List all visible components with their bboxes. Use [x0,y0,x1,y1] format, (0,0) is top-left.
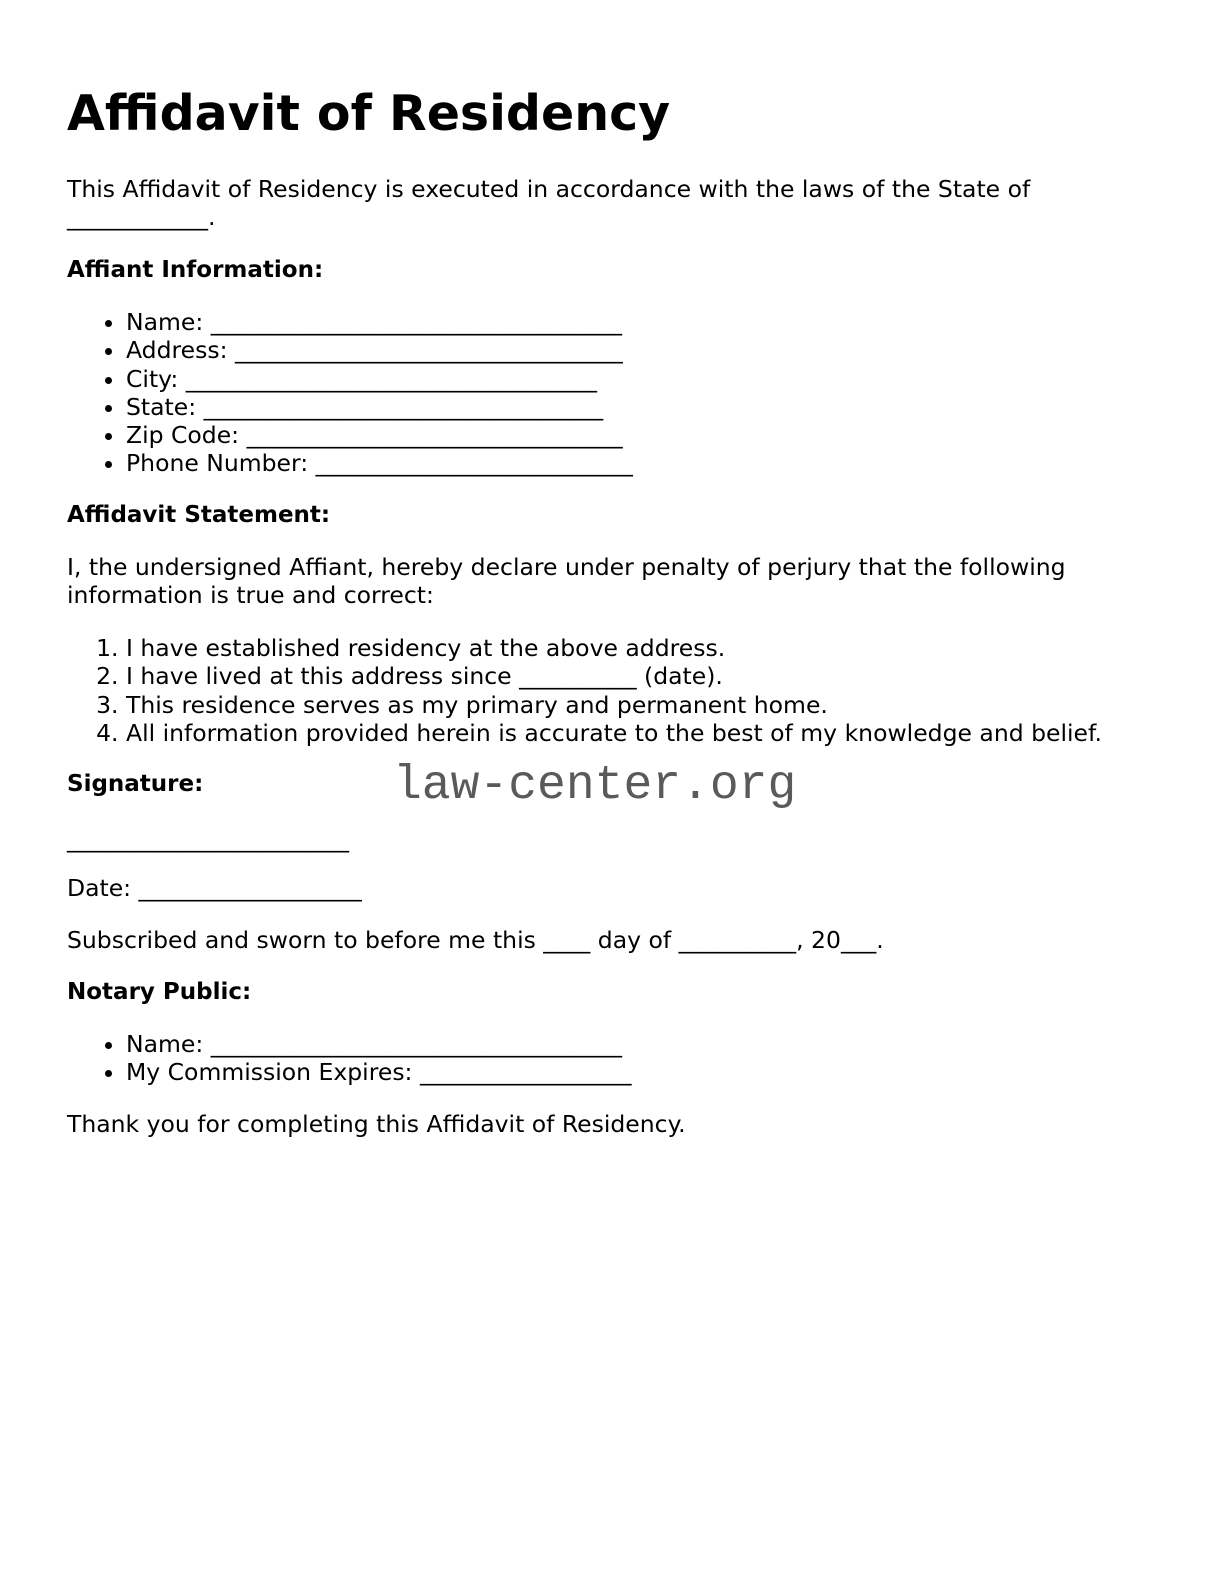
affiant-fields-list [67,308,633,478]
closing-paragraph: Thank you for completing this Affidavit of Residency. [67,1110,686,1138]
sworn-statement: Subscribed and sworn to before me this ____ day of __________, 20___. [67,926,884,954]
statement-item: 4. All information provided herein is accurate to the best of my knowledge and belief. [126,719,1102,747]
notary-fields-list [67,1030,631,1087]
signature-heading: Signature: [67,771,204,797]
notary-commission-field: • My Commission Expires: __________________ [126,1058,631,1086]
statement-item: 3. This residence serves as my primary and permanent home. [126,691,1102,719]
document-title: Affidavit of Residency [67,85,671,142]
statement-heading: Affidavit Statement: [67,502,331,528]
statement-item: 1. I have established residency at the above address. [126,634,1102,662]
affiant-address-field: • Address: _________________________________ [126,336,633,364]
intro-paragraph: This Affidavit of Residency is executed in accordance with the laws of the State of ____________. [67,175,1031,232]
affiant-zip-field: • Zip Code: ________________________________ [126,421,633,449]
statement-item: 2. I have lived at this address since __________ (date). [126,662,1102,690]
declaration-paragraph: I, the undersigned Affiant, hereby declare under penalty of perjury that the following information is true and correct: [67,553,1066,610]
affiant-city-field: • City: ___________________________________ [126,365,633,393]
affiant-phone-field: • Phone Number: ___________________________ [126,449,633,477]
affiant-heading: Affiant Information: [67,257,324,283]
affiant-state-field: • State: __________________________________ [126,393,633,421]
statement-list [67,634,1102,747]
affiant-name-field: • Name: ___________________________________ [126,308,633,336]
signature-line: ________________________ [67,825,349,853]
notary-heading: Notary Public: [67,979,252,1005]
notary-name-field: • Name: ___________________________________ [126,1030,631,1058]
watermark-text: law-center.org [393,759,797,813]
signature-date-field: Date: ___________________ [67,874,362,902]
